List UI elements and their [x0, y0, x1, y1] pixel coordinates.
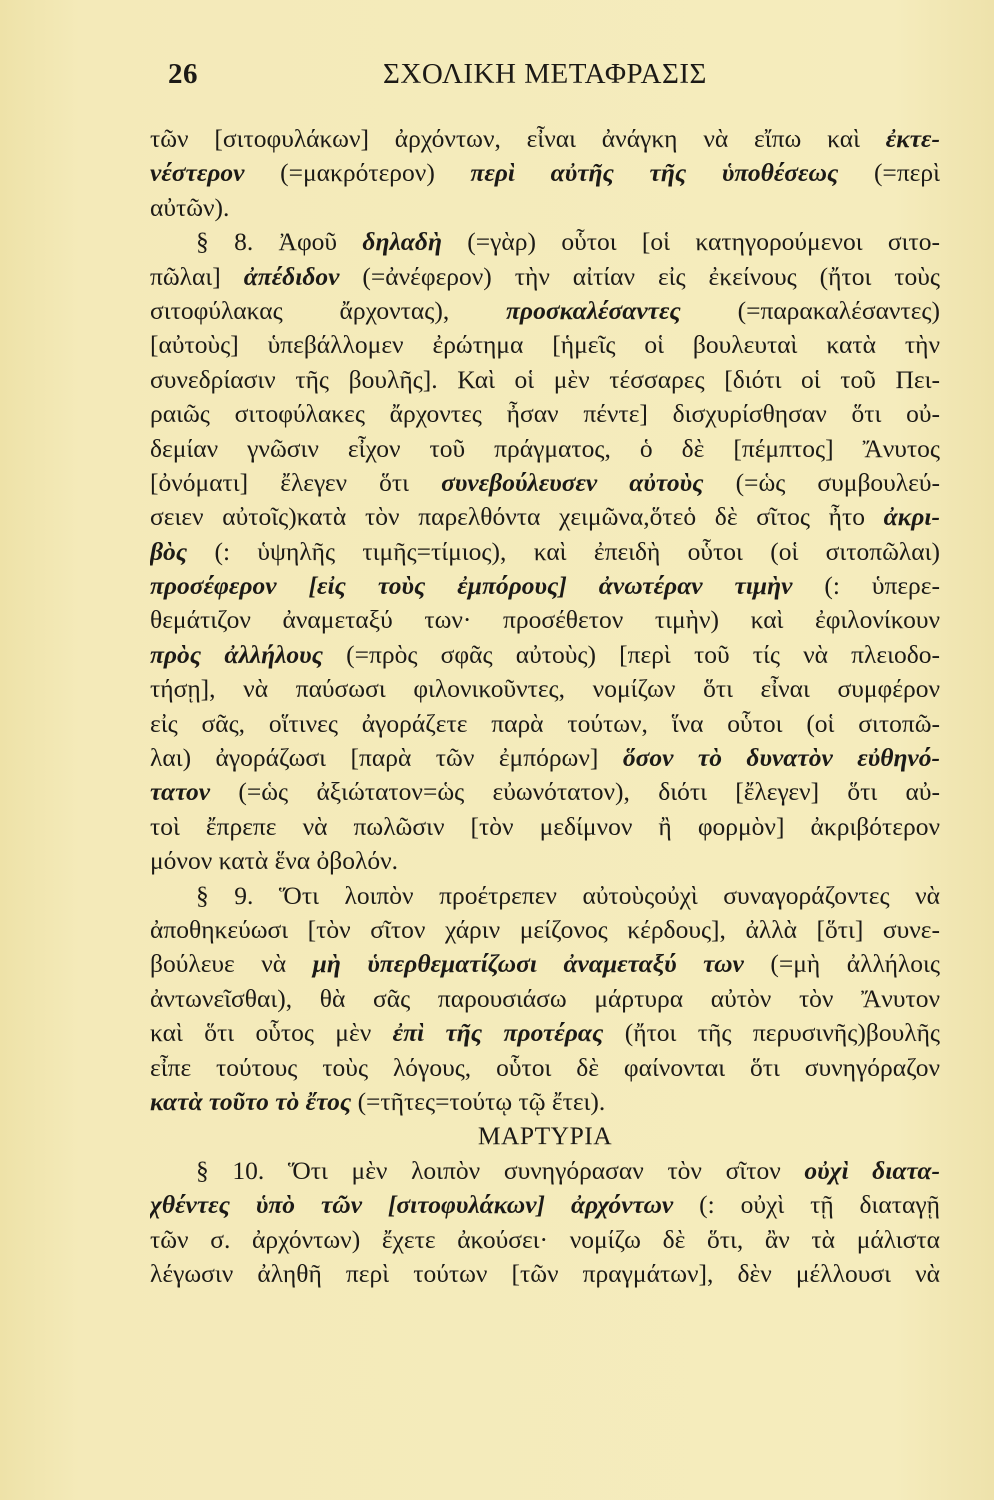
- emphasized-text: πρὸς ἀλλήλους: [150, 639, 324, 669]
- text-segment: τῶν σ. ἀρχόντων) ἔχετε ἀκούσει· νομίζω δὲ ὅτι, ἂν τὰ μάλιστα: [150, 1224, 940, 1254]
- text-segment: (=ὡς ἀξιώτατον=ὡς εὐωνότατον), διότι [ἔλεγεν] ὅτι αὐ-: [210, 777, 940, 807]
- text-segment: (: ὑπερε-: [792, 571, 940, 601]
- text-segment: [αὐτοὺς] ὑπεβάλλομεν ἐρώτημα [ἡμεῖς οἱ βουλευταὶ κατὰ τὴν: [150, 330, 940, 360]
- text-line: [150, 1154, 940, 1188]
- text-line: [150, 844, 940, 878]
- emphasized-text: τατον: [150, 777, 211, 807]
- text-segment: ΜΑΡΤΥΡΙΑ: [477, 1121, 613, 1151]
- section-heading: [150, 1119, 940, 1153]
- text-line: [150, 810, 940, 844]
- text-line: [150, 432, 940, 466]
- emphasized-text: ἐκτε-: [885, 124, 940, 153]
- text-segment: δεμίαν γνῶσιν εἶχον τοῦ πράγματος, ὁ δὲ [πέμπτος] Ἄνυτος: [150, 433, 940, 463]
- emphasized-text: δηλαδὴ: [362, 227, 442, 257]
- text-line: [150, 328, 940, 362]
- emphasized-text: ὅσον τὸ δυνατὸν εὐθηνό-: [622, 743, 940, 773]
- emphasized-text: συνεβούλευσεν αὐτοὺς: [441, 467, 704, 497]
- page-header: [168, 58, 778, 98]
- text-segment: (=μακρότερον): [244, 158, 471, 188]
- text-line: [150, 775, 940, 809]
- text-line: [150, 707, 940, 741]
- text-line: [150, 156, 940, 190]
- text-segment: ἀντωνεῖσθαι), θὰ σᾶς παρουσιάσω μάρτυρα αὐτὸν τὸν Ἄνυτον: [150, 983, 940, 1013]
- text-segment: σιτοφύλακας ἄρχοντας),: [150, 295, 507, 325]
- text-segment: συνεδρίασιν τῆς βουλῆς]. Καὶ οἱ μὲν τέσσαρες [διότι οἱ τοῦ Πει-: [150, 364, 940, 394]
- text-segment: (: οὐχὶ τῇ διαταγῇ: [673, 1190, 940, 1220]
- emphasized-text: προσέφερον [εἰς τοὺς ἐμπόρους] ἀνωτέραν τιμὴν: [150, 571, 793, 601]
- text-segment: (=περὶ: [838, 158, 940, 188]
- emphasized-text: ἀκρι-: [883, 502, 940, 532]
- emphasized-text: κατὰ τοῦτο τὸ ἔτος: [150, 1086, 352, 1116]
- text-line: [150, 603, 940, 637]
- text-segment: εἰς σᾶς, οἵτινες ἀγοράζετε παρὰ τούτων, ἵνα οὗτοι (οἱ σιτοπῶ-: [150, 708, 940, 738]
- text-segment: § 8. Ἀφοῦ: [196, 227, 363, 257]
- text-line: [150, 500, 940, 534]
- page-body-text: [150, 122, 940, 1291]
- emphasized-text: βὸς: [150, 536, 188, 566]
- text-line: [150, 982, 940, 1016]
- text-line: [150, 294, 940, 328]
- text-segment: § 9. Ὅτι λοιπὸν προέτρεπεν αὐτοὺςοὐχὶ συναγοράζοντες νὰ: [196, 880, 940, 910]
- text-segment: (=παρακαλέσαντες): [680, 295, 940, 325]
- emphasized-text: νέστερον: [150, 158, 245, 188]
- text-line: [150, 879, 940, 913]
- emphasized-text: μὴ ὑπερθεματίζωσι ἀναμεταξύ των: [312, 949, 744, 979]
- text-line: [150, 638, 940, 672]
- text-segment: (ἤτοι τῆς περυσινῆς)βουλῆς: [603, 1018, 940, 1048]
- text-line: [150, 1016, 940, 1050]
- text-segment: τήσῃ], νὰ παύσωσι φιλονικοῦντες, νομίζων ὅτι εἶναι συμφέρον: [150, 674, 940, 704]
- text-segment: (: ὑψηλῆς τιμῆς=τίμιος), καὶ ἐπειδὴ οὗτοι (οἱ σιτοπῶλαι): [187, 536, 940, 566]
- text-line: [150, 363, 940, 397]
- text-line: [150, 466, 940, 500]
- text-line: [150, 1085, 940, 1119]
- text-segment: § 10. Ὅτι μὲν λοιπὸν συνηγόρασαν τὸν σῖτον: [196, 1155, 805, 1185]
- emphasized-text: οὐχὶ διατα-: [804, 1155, 940, 1185]
- text-segment: (=γὰρ) οὗτοι [οἱ κατηγορούμενοι σιτο-: [441, 227, 940, 257]
- text-segment: βούλευε νὰ: [150, 949, 313, 979]
- text-segment: αὐτῶν).: [150, 192, 230, 222]
- text-line: [150, 260, 940, 294]
- text-segment: λέγωσιν ἀληθῆ περὶ τούτων [τῶν πραγμάτων], δὲν μέλλουσι νὰ: [150, 1258, 940, 1288]
- text-segment: τοὶ ἔπρεπε νὰ πωλῶσιν [τὸν μεδίμνον ἢ φορμὸν] ἀκριβότερον: [150, 811, 940, 841]
- text-segment: θεμάτιζον ἀναμεταξύ των· προσέθετον τιμὴν) καὶ ἐφιλονίκουν: [150, 605, 940, 635]
- text-line: [150, 947, 940, 981]
- text-line: [150, 191, 940, 225]
- text-segment: (=μὴ ἀλλήλοις: [743, 949, 940, 979]
- text-segment: σειεν αὐτοῖς)κατὰ τὸν παρελθόντα χειμῶνα,ὅτεὁ δὲ σῖτος ἦτο: [150, 502, 884, 532]
- text-segment: καὶ ὅτι οὗτος μὲν: [150, 1018, 393, 1048]
- text-line: [150, 122, 940, 156]
- text-line: [150, 1257, 940, 1291]
- text-segment: πῶλαι]: [150, 261, 244, 291]
- running-title: ΣΧΟΛΙΚΗ ΜΕΤΑΦΡΑΣΙΣ: [383, 58, 707, 90]
- page-number: 26: [168, 58, 198, 90]
- text-segment: (=πρὸς σφᾶς αὐτοὺς) [περὶ τοῦ τίς νὰ πλειοδο-: [323, 639, 940, 669]
- text-segment: [ὀνόματι] ἔλεγεν ὅτι: [150, 467, 442, 497]
- text-line: [150, 535, 940, 569]
- text-line: [150, 741, 940, 775]
- emphasized-text: ἀπέδιδον: [243, 261, 340, 291]
- text-line: [150, 569, 940, 603]
- text-line: [150, 913, 940, 947]
- text-segment: ἀποθηκεύωσι [τὸν σῖτον χάριν μείζονος κέρδους], ἀλλὰ [ὅτι] συνε-: [150, 914, 940, 944]
- text-segment: λαι) ἀγοράζωσι [παρὰ τῶν ἐμπόρων]: [150, 743, 623, 773]
- emphasized-text: προσκαλέσαντες: [506, 295, 681, 325]
- emphasized-text: ἐπὶ τῆς προτέρας: [392, 1018, 604, 1048]
- emphasized-text: περὶ αὐτῆς τῆς ὑποθέσεως: [470, 158, 839, 188]
- text-segment: τῶν [σιτοφυλάκων] ἀρχόντων, εἶναι ἀνάγκη νὰ εἴπω καὶ: [150, 124, 886, 153]
- text-line: [150, 397, 940, 431]
- text-segment: εἶπε τούτους τοὺς λόγους, οὗτοι δὲ φαίνονται ὅτι συνηγόραζον: [150, 1052, 940, 1082]
- text-segment: (=τῆτες=τούτῳ τῷ ἔτει).: [351, 1086, 606, 1116]
- text-line: [150, 1051, 940, 1085]
- text-segment: (=ἀνέφερον) τὴν αἰτίαν εἰς ἐκείνους (ἤτοι τοὺς: [339, 261, 940, 291]
- text-line: [150, 1188, 940, 1222]
- emphasized-text: χθέντες ὑπὸ τῶν [σιτοφυλάκων] ἀρχόντων: [150, 1190, 674, 1220]
- text-segment: ραιῶς σιτοφύλακες ἄρχοντες ἦσαν πέντε] δισχυρίσθησαν ὅτι οὐ-: [150, 399, 940, 429]
- text-line: [150, 672, 940, 706]
- text-segment: (=ὡς συμβουλεύ-: [703, 467, 940, 497]
- text-line: [150, 1223, 940, 1257]
- text-line: [150, 225, 940, 259]
- text-segment: μόνον κατὰ ἕνα ὀβολόν.: [150, 846, 399, 876]
